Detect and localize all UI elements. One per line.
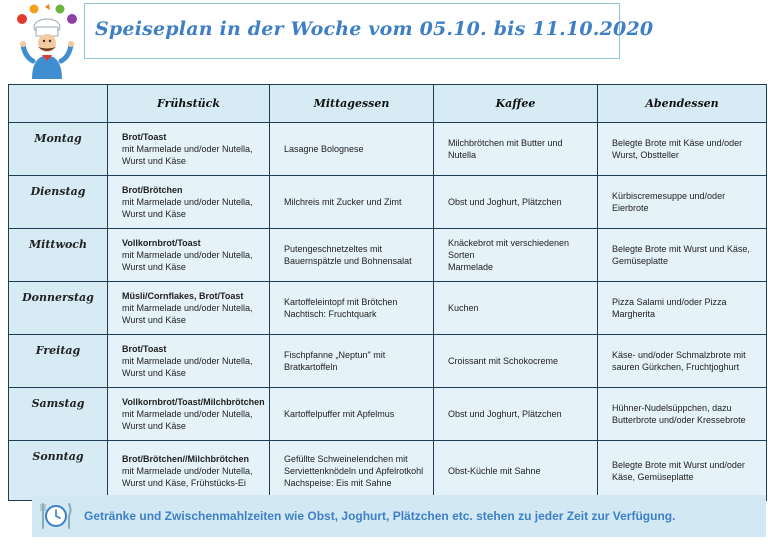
fruehstueck-line: mit Marmelade und/oder Nutella, (122, 356, 253, 366)
fruehstueck-bread: Müsli/Cornflakes, Brot/Toast (122, 291, 244, 301)
kaffee-line: Croissant mit Schokocreme (448, 356, 559, 366)
fruehstueck-line: Wurst und Käse (122, 421, 186, 431)
mittag-line: Lasagne Bolognese (284, 144, 364, 154)
fruehstueck-bread: Brot/Toast (122, 132, 167, 142)
abend-line: Pizza Salami und/oder Pizza (612, 297, 727, 307)
table-row (9, 441, 767, 501)
abend-cell (598, 335, 767, 388)
kaffee-cell (434, 335, 598, 388)
fruehstueck-line: mit Marmelade und/oder Nutella, (122, 250, 253, 260)
table-row (9, 123, 767, 176)
abend-line: Butterbrote und/oder Kressebrote (612, 415, 746, 425)
mittag-line: Bratkartoffeln (284, 362, 338, 372)
clock-cutlery-icon (40, 501, 72, 531)
fruehstueck-line: Wurst und Käse (122, 262, 186, 272)
kaffee-cell (434, 388, 598, 441)
abend-cell (598, 229, 767, 282)
mittag-cell (270, 176, 434, 229)
mittag-cell (270, 282, 434, 335)
fruehstueck-line: mit Marmelade und/oder Nutella, (122, 409, 253, 419)
kaffee-line: Obst und Joghurt, Plätzchen (448, 197, 562, 207)
fruehstueck-line: mit Marmelade und/oder Nutella, (122, 197, 253, 207)
header-mittagessen: Mittagessen (270, 85, 434, 123)
kaffee-line: Milchbrötchen mit Butter und Nutella (448, 138, 563, 160)
abend-line: Belegte Brote mit Wurst und Käse, (612, 244, 750, 254)
table-row (9, 229, 767, 282)
fruehstueck-line: Wurst und Käse (122, 209, 186, 219)
mittag-line: Milchreis mit Zucker und Zimt (284, 197, 402, 207)
abend-line: Käse, Gemüseplatte (612, 471, 694, 482)
kaffee-cell (434, 441, 598, 501)
abend-line: Käse- und/oder Schmalzbrote mit (612, 350, 746, 360)
fruehstueck-line: Wurst und Käse (122, 156, 186, 166)
table-header-row (9, 85, 767, 123)
table-row (9, 335, 767, 388)
day-label: Mittwoch (9, 229, 108, 282)
abend-cell (598, 176, 767, 229)
day-label: Donnerstag (9, 282, 108, 335)
table-row (9, 388, 767, 441)
mittag-line: Kartoffelpuffer mit Apfelmus (284, 409, 395, 419)
fruehstueck-bread: Vollkornbrot/Toast (122, 238, 201, 248)
abend-line: Wurst, Obstteller (612, 150, 679, 160)
day-label: Sonntag (9, 441, 108, 501)
fruehstueck-line: mit Marmelade und/oder Nutella, (122, 144, 253, 154)
mittag-line: Bauernspätzle und Bohnensalat (284, 256, 412, 266)
fruehstueck-bread: Brot/Brötchen//Milchbrötchen (122, 453, 250, 464)
header-abendessen: Abendessen (598, 85, 767, 123)
mittag-line: Putengeschnetzeltes mit (284, 244, 383, 254)
mittag-cell (270, 335, 434, 388)
mittag-line: Nachspeise: Eis mit Sahne (284, 477, 392, 488)
abend-line: Eierbrote (612, 203, 649, 213)
abend-cell (598, 441, 767, 501)
abend-cell (598, 282, 767, 335)
fruehstueck-cell (108, 335, 270, 388)
footer-banner (32, 495, 766, 537)
mittag-line: Kartoffeleintopf mit Brötchen (284, 297, 398, 307)
kaffee-line: Kuchen (448, 303, 479, 313)
day-label: Dienstag (9, 176, 108, 229)
mittag-cell (270, 123, 434, 176)
mittag-cell (270, 388, 434, 441)
fruehstueck-cell (108, 388, 270, 441)
kaffee-line: Obst und Joghurt, Plätzchen (448, 409, 562, 419)
mittag-line: Gefüllte Schweinelendchen mit (284, 453, 408, 464)
fruehstueck-bread: Brot/Toast (122, 344, 167, 354)
mittag-line: Serviettenknödeln und Apfelrotkohl (284, 465, 424, 476)
abend-line: Belegte Brote mit Wurst und/oder (612, 459, 745, 470)
kaffee-cell (434, 282, 598, 335)
kaffee-line: Marmelade (448, 262, 494, 272)
kaffee-cell (434, 123, 598, 176)
fruehstueck-line: Wurst und Käse (122, 315, 186, 325)
kaffee-line: Obst-Küchle mit Sahne (448, 465, 541, 476)
abend-line: Belegte Brote mit Käse und/oder (612, 138, 743, 148)
abend-cell (598, 388, 767, 441)
chef-icon (14, 3, 80, 79)
abend-cell (598, 123, 767, 176)
mittag-line: Nachtisch: Fruchtquark (284, 309, 377, 319)
fruehstueck-line: mit Marmelade und/oder Nutella, (122, 465, 253, 476)
fruehstueck-cell (108, 441, 270, 501)
table-row (9, 282, 767, 335)
footer-note: Getränke und Zwischenmahlzeiten wie Obst, Joghurt, Plätzchen etc. stehen zu jeder Zeit zur Verfügung. (84, 509, 676, 523)
day-label: Samstag (9, 388, 108, 441)
fruehstueck-bread: Brot/Brötchen (122, 185, 183, 195)
mittag-cell (270, 229, 434, 282)
kaffee-cell (434, 176, 598, 229)
abend-line: sauren Gürkchen, Fruchtjoghurt (612, 362, 740, 372)
fruehstueck-cell (108, 123, 270, 176)
meal-plan-table (8, 84, 767, 501)
fruehstueck-cell (108, 176, 270, 229)
mittag-cell (270, 441, 434, 501)
fruehstueck-line: mit Marmelade und/oder Nutella, (122, 303, 253, 313)
abend-line: Gemüseplatte (612, 256, 669, 266)
kaffee-cell (434, 229, 598, 282)
abend-line: Hühner-Nudelsüppchen, dazu (612, 403, 732, 413)
fruehstueck-cell (108, 282, 270, 335)
page-title: Speiseplan in der Woche vom 05.10. bis 11.10.2020 (95, 18, 654, 40)
abend-line: Margherita (612, 309, 656, 319)
day-label: Freitag (9, 335, 108, 388)
header-corner (9, 85, 108, 123)
table-row (9, 176, 767, 229)
kaffee-line: Knäckebrot mit verschiedenen Sorten (448, 238, 570, 260)
title-banner (84, 3, 654, 59)
fruehstueck-bread: Vollkornbrot/Toast/Milchbrötchen (122, 397, 265, 407)
header-fruehstueck: Frühstück (108, 85, 270, 123)
fruehstueck-line: Wurst und Käse (122, 368, 186, 378)
fruehstueck-line: Wurst und Käse, Frühstücks-Ei (122, 477, 246, 488)
day-label: Montag (9, 123, 108, 176)
mittag-line: Fischpfanne „Neptun" mit (284, 350, 386, 360)
header-kaffee: Kaffee (434, 85, 598, 123)
fruehstueck-cell (108, 229, 270, 282)
abend-line: Kürbiscremesuppe und/oder (612, 191, 726, 201)
